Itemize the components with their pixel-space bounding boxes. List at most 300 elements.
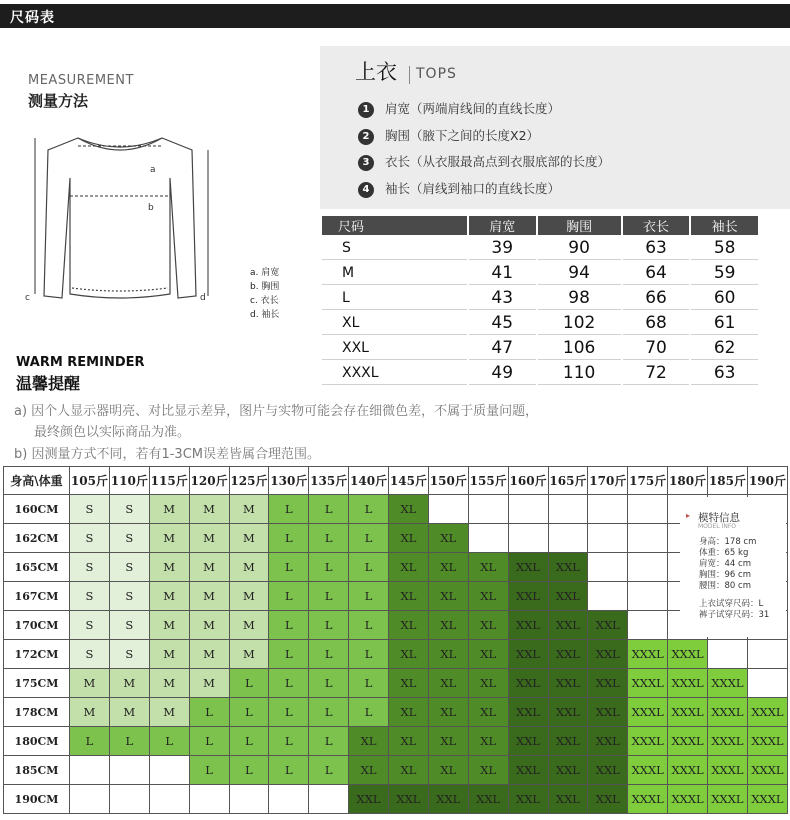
size-cell: L [189, 698, 229, 727]
size-cell: M [149, 698, 189, 727]
size-cell: L [349, 495, 389, 524]
size-cell [548, 495, 588, 524]
model-stat: 身高：178 cm [699, 537, 757, 547]
weight-header: 150斤 [428, 467, 468, 495]
size-cell: L [269, 727, 309, 756]
size-row [322, 312, 758, 335]
size-cell: M [189, 524, 229, 553]
weight-header: 135斤 [309, 467, 349, 495]
size-cell [428, 495, 468, 524]
height-label: 167CM [4, 582, 70, 611]
size-row [322, 362, 758, 385]
model-stat: 肩宽：44 cm [699, 559, 751, 569]
size-cell [628, 524, 668, 553]
size-cell [588, 582, 628, 611]
size-cell: XXL [508, 756, 548, 785]
size-cell [747, 669, 787, 698]
size-cell: XXL [508, 582, 548, 611]
size-cell: L [309, 582, 349, 611]
number-badge: 4 [358, 182, 374, 198]
weight-header: 170斤 [588, 467, 628, 495]
size-cell: XXXL [628, 640, 668, 669]
grid-row [4, 698, 788, 727]
size-cell: XXXL [628, 698, 668, 727]
size-cell: L [349, 669, 389, 698]
size-cell: M [229, 640, 269, 669]
weight-header: 130斤 [269, 467, 309, 495]
size-cell: M [229, 524, 269, 553]
column-header: 袖长 [691, 216, 758, 235]
size-label: XXXL [322, 362, 467, 385]
size-value: 43 [469, 287, 536, 310]
size-cell: XL [389, 495, 429, 524]
height-label: 180CM [4, 727, 70, 756]
weight-header: 110斤 [109, 467, 149, 495]
height-label: 165CM [4, 553, 70, 582]
size-cell: XXL [588, 727, 628, 756]
size-recommendation-grid [3, 466, 788, 814]
number-badge: 2 [358, 129, 374, 145]
size-value: 49 [469, 362, 536, 385]
size-cell: XXL [548, 785, 588, 814]
size-value: 60 [691, 287, 758, 310]
size-cell: S [70, 611, 110, 640]
size-cell: L [309, 611, 349, 640]
model-fit: 上衣试穿尺码：L [699, 599, 764, 609]
size-value: 106 [538, 337, 621, 360]
size-cell [588, 553, 628, 582]
size-cell: XL [428, 669, 468, 698]
size-cell: XL [349, 727, 389, 756]
size-cell: XXXL [747, 727, 787, 756]
size-cell: L [349, 553, 389, 582]
size-cell: XL [389, 582, 429, 611]
size-cell: S [109, 553, 149, 582]
size-cell: XL [389, 553, 429, 582]
size-cell: L [269, 553, 309, 582]
size-cell: M [109, 698, 149, 727]
size-cell: L [229, 756, 269, 785]
legend-item: a. 肩宽 [250, 268, 280, 278]
size-cell: M [229, 611, 269, 640]
size-value: 47 [469, 337, 536, 360]
size-value: 94 [538, 262, 621, 285]
size-cell: L [349, 611, 389, 640]
size-cell: XXL [548, 553, 588, 582]
size-label: M [322, 262, 467, 285]
size-cell: XXL [508, 640, 548, 669]
diagram-label-a: a [150, 165, 156, 175]
size-value: 62 [691, 337, 758, 360]
size-cell: XXXL [708, 785, 748, 814]
size-cell [628, 495, 668, 524]
weight-header: 190斤 [747, 467, 787, 495]
size-cell: L [269, 640, 309, 669]
reminder-title-cn: 温馨提醒 [16, 374, 81, 393]
size-cell: L [70, 727, 110, 756]
size-cell: XXL [508, 698, 548, 727]
weight-header: 160斤 [508, 467, 548, 495]
size-cell: XL [389, 756, 429, 785]
size-cell: XXL [588, 785, 628, 814]
size-cell: L [349, 698, 389, 727]
size-cell: XXXL [628, 727, 668, 756]
size-cell: L [309, 495, 349, 524]
size-cell: XXXL [668, 785, 708, 814]
size-cell: L [229, 669, 269, 698]
size-cell: XXXL [628, 785, 668, 814]
size-cell [189, 785, 229, 814]
number-badge: 1 [358, 102, 374, 118]
size-cell [588, 495, 628, 524]
reminder-line: a) 因个人显示器明亮、对比显示差异，图片与实物可能会存在细微色差，不属于质量问题， [14, 404, 539, 419]
tip-text: 衣长（从衣服最高点到衣服底部的长度） [385, 154, 611, 169]
size-value: 39 [469, 237, 536, 260]
legend-item: d. 袖长 [250, 310, 280, 320]
size-cell: XXXL [628, 756, 668, 785]
size-row [322, 262, 758, 285]
size-cell: XXL [548, 582, 588, 611]
size-cell: XXXL [708, 698, 748, 727]
size-cell: L [309, 669, 349, 698]
size-cell: L [229, 698, 269, 727]
height-label: 170CM [4, 611, 70, 640]
reminder-line: b) 因测量方式不同，若有1-3CM误差皆属合理范围。 [14, 447, 320, 462]
size-cell: XXXL [747, 785, 787, 814]
size-cell: XXXL [708, 669, 748, 698]
grid-row [4, 611, 788, 640]
tip-text: 袖长（肩线到袖口的直线长度） [385, 181, 561, 196]
grid-row [4, 524, 788, 553]
size-cell: M [189, 640, 229, 669]
size-cell: XXXL [708, 756, 748, 785]
size-cell: L [269, 611, 309, 640]
size-cell [628, 553, 668, 582]
size-cell: S [70, 524, 110, 553]
size-cell: XXXL [708, 727, 748, 756]
grid-row [4, 785, 788, 814]
size-cell: XL [389, 698, 429, 727]
size-cell [468, 524, 508, 553]
size-cell: XXXL [668, 698, 708, 727]
grid-corner: 身高\体重 [4, 467, 70, 495]
height-label: 172CM [4, 640, 70, 669]
size-cell: XXL [389, 785, 429, 814]
tip-text: 胸围（腋下之间的长度X2） [385, 128, 540, 143]
size-cell [468, 495, 508, 524]
size-value: 68 [623, 312, 690, 335]
tops-panel [320, 46, 790, 209]
grid-row [4, 582, 788, 611]
column-header: 尺码 [322, 216, 467, 235]
size-value: 110 [538, 362, 621, 385]
grid-body [4, 495, 788, 814]
size-value: 41 [469, 262, 536, 285]
size-cell: L [269, 524, 309, 553]
page-title: 尺码表 [10, 10, 55, 26]
measurement-label-cn: 测量方法 [28, 92, 89, 110]
size-cell: S [109, 582, 149, 611]
model-info-title: 模特信息 [698, 512, 740, 524]
size-cell: M [149, 553, 189, 582]
size-cell: L [309, 524, 349, 553]
size-cell: XL [349, 756, 389, 785]
size-cell [628, 611, 668, 640]
size-cell [70, 756, 110, 785]
weight-header: 185斤 [708, 467, 748, 495]
measure-tip [358, 152, 610, 171]
size-value: 58 [691, 237, 758, 260]
size-cell [588, 524, 628, 553]
measure-tip [358, 179, 560, 198]
reminder-title-en: WARM REMINDER [16, 355, 145, 370]
size-label: XXL [322, 337, 467, 360]
size-cell [109, 785, 149, 814]
size-cell: M [149, 669, 189, 698]
size-cell: L [149, 727, 189, 756]
size-cell: XL [389, 611, 429, 640]
size-cell: M [149, 582, 189, 611]
size-cell: L [109, 727, 149, 756]
size-cell: M [149, 524, 189, 553]
grid-row [4, 553, 788, 582]
size-cell: M [229, 582, 269, 611]
size-label: L [322, 287, 467, 310]
height-label: 185CM [4, 756, 70, 785]
size-cell [309, 785, 349, 814]
size-cell: XL [428, 611, 468, 640]
measure-tip [358, 99, 560, 118]
size-value: 63 [623, 237, 690, 260]
size-cell: S [109, 611, 149, 640]
size-table-header [322, 216, 758, 235]
height-label: 178CM [4, 698, 70, 727]
size-cell: S [70, 553, 110, 582]
diagram-label-c: c [25, 293, 30, 303]
measurement-label-en: MEASUREMENT [28, 73, 134, 88]
weight-header: 125斤 [229, 467, 269, 495]
divider [409, 66, 410, 84]
size-cell [508, 524, 548, 553]
size-value: 102 [538, 312, 621, 335]
size-cell: L [309, 698, 349, 727]
size-cell: XXXL [628, 669, 668, 698]
size-cell: S [109, 640, 149, 669]
size-row [322, 287, 758, 310]
size-cell: L [189, 727, 229, 756]
size-value: 72 [623, 362, 690, 385]
size-cell: XL [428, 640, 468, 669]
size-cell: L [269, 669, 309, 698]
size-cell: XL [389, 727, 429, 756]
weight-header: 175斤 [628, 467, 668, 495]
grid-row [4, 640, 788, 669]
model-info-subtitle: MODEL INFO [698, 523, 736, 530]
size-cell: L [269, 495, 309, 524]
size-cell: XXL [548, 756, 588, 785]
size-cell [229, 785, 269, 814]
size-cell: S [70, 495, 110, 524]
size-cell: XL [428, 698, 468, 727]
size-cell: XL [389, 640, 429, 669]
size-cell: XXL [588, 640, 628, 669]
weight-header: 140斤 [349, 467, 389, 495]
size-cell: XXL [428, 785, 468, 814]
size-cell: L [309, 553, 349, 582]
size-cell [149, 785, 189, 814]
size-cell: M [70, 669, 110, 698]
height-label: 175CM [4, 669, 70, 698]
size-label: XL [322, 312, 467, 335]
weight-header: 115斤 [149, 467, 189, 495]
size-cell: XL [428, 553, 468, 582]
size-cell: M [189, 582, 229, 611]
size-value: 63 [691, 362, 758, 385]
arrow-icon: ▸ [686, 511, 691, 520]
size-cell: XL [468, 756, 508, 785]
size-cell [508, 495, 548, 524]
size-cell: XXL [349, 785, 389, 814]
size-cell: M [189, 669, 229, 698]
size-cell: XL [428, 727, 468, 756]
model-stat: 腰围：80 cm [699, 581, 751, 591]
size-cell [109, 756, 149, 785]
size-cell: XXL [548, 727, 588, 756]
column-header: 肩宽 [469, 216, 536, 235]
size-row [322, 237, 758, 260]
size-cell: XXL [588, 698, 628, 727]
title-bar [0, 4, 790, 28]
size-cell [628, 582, 668, 611]
size-cell [747, 640, 787, 669]
size-cell: S [70, 582, 110, 611]
column-header: 胸围 [538, 216, 621, 235]
size-table [320, 214, 760, 387]
size-cell: XXXL [668, 640, 708, 669]
size-cell: XXXL [668, 756, 708, 785]
grid-header-row [4, 467, 788, 495]
size-cell: L [269, 698, 309, 727]
size-cell: XXL [508, 611, 548, 640]
column-header: 衣长 [623, 216, 690, 235]
height-label: 162CM [4, 524, 70, 553]
size-cell: XL [428, 524, 468, 553]
size-row [322, 337, 758, 360]
size-cell [708, 640, 748, 669]
weight-header: 155斤 [468, 467, 508, 495]
size-value: 64 [623, 262, 690, 285]
weight-header: 145斤 [389, 467, 429, 495]
size-cell [269, 785, 309, 814]
size-cell: XXXL [747, 698, 787, 727]
size-cell: XXL [548, 669, 588, 698]
size-cell: L [349, 524, 389, 553]
sweater-diagram [20, 116, 220, 306]
tip-text: 肩宽（两端肩线间的直线长度） [385, 101, 561, 116]
size-table-body [322, 237, 758, 385]
size-value: 59 [691, 262, 758, 285]
size-cell: M [189, 553, 229, 582]
size-cell: XXL [508, 669, 548, 698]
size-cell [149, 756, 189, 785]
size-value: 98 [538, 287, 621, 310]
size-cell: M [149, 640, 189, 669]
size-cell: XL [468, 669, 508, 698]
size-cell: XL [468, 553, 508, 582]
grid-row [4, 669, 788, 698]
model-stat: 胸围：96 cm [699, 570, 751, 580]
measurement-legend [250, 266, 279, 322]
size-cell: L [349, 582, 389, 611]
tops-title-cn: 上衣 [355, 60, 397, 84]
size-cell: L [269, 582, 309, 611]
size-cell: M [189, 611, 229, 640]
model-info-card [680, 497, 786, 637]
height-label: 160CM [4, 495, 70, 524]
size-cell: S [109, 495, 149, 524]
size-cell: S [109, 524, 149, 553]
size-cell: XXL [508, 785, 548, 814]
size-cell [70, 785, 110, 814]
size-cell: XL [389, 524, 429, 553]
model-stat: 体重：65 kg [699, 548, 749, 558]
size-cell: L [229, 727, 269, 756]
size-cell: XXL [548, 698, 588, 727]
weight-header: 165斤 [548, 467, 588, 495]
weight-header: 105斤 [70, 467, 110, 495]
size-label: S [322, 237, 467, 260]
size-cell: L [189, 756, 229, 785]
size-cell: XL [468, 582, 508, 611]
size-cell: M [189, 495, 229, 524]
size-cell: M [229, 553, 269, 582]
size-cell: L [349, 640, 389, 669]
size-cell: XXL [588, 756, 628, 785]
size-cell: M [149, 495, 189, 524]
size-cell: L [309, 756, 349, 785]
size-cell: XXXL [668, 727, 708, 756]
size-cell: L [269, 756, 309, 785]
size-cell [548, 524, 588, 553]
size-cell: XL [468, 727, 508, 756]
size-cell: XL [428, 756, 468, 785]
size-value: 90 [538, 237, 621, 260]
size-cell: M [70, 698, 110, 727]
number-badge: 3 [358, 155, 374, 171]
size-cell: M [149, 611, 189, 640]
size-value: 66 [623, 287, 690, 310]
size-value: 45 [469, 312, 536, 335]
size-cell: XXXL [668, 669, 708, 698]
reminder-line: 最终颜色以实际商品为准。 [34, 425, 191, 440]
size-cell: XXL [548, 640, 588, 669]
size-cell: M [109, 669, 149, 698]
size-cell: XL [468, 640, 508, 669]
grid-row [4, 727, 788, 756]
size-value: 70 [623, 337, 690, 360]
grid-row [4, 756, 788, 785]
size-cell: M [229, 495, 269, 524]
size-cell: S [70, 640, 110, 669]
size-cell: XL [428, 582, 468, 611]
weight-header: 180斤 [668, 467, 708, 495]
size-cell: XL [389, 669, 429, 698]
size-cell: XXL [508, 553, 548, 582]
model-fit: 裤子试穿尺码：31 [699, 610, 770, 620]
size-cell: XXL [548, 611, 588, 640]
size-cell: XXL [588, 611, 628, 640]
diagram-label-b: b [148, 203, 154, 213]
